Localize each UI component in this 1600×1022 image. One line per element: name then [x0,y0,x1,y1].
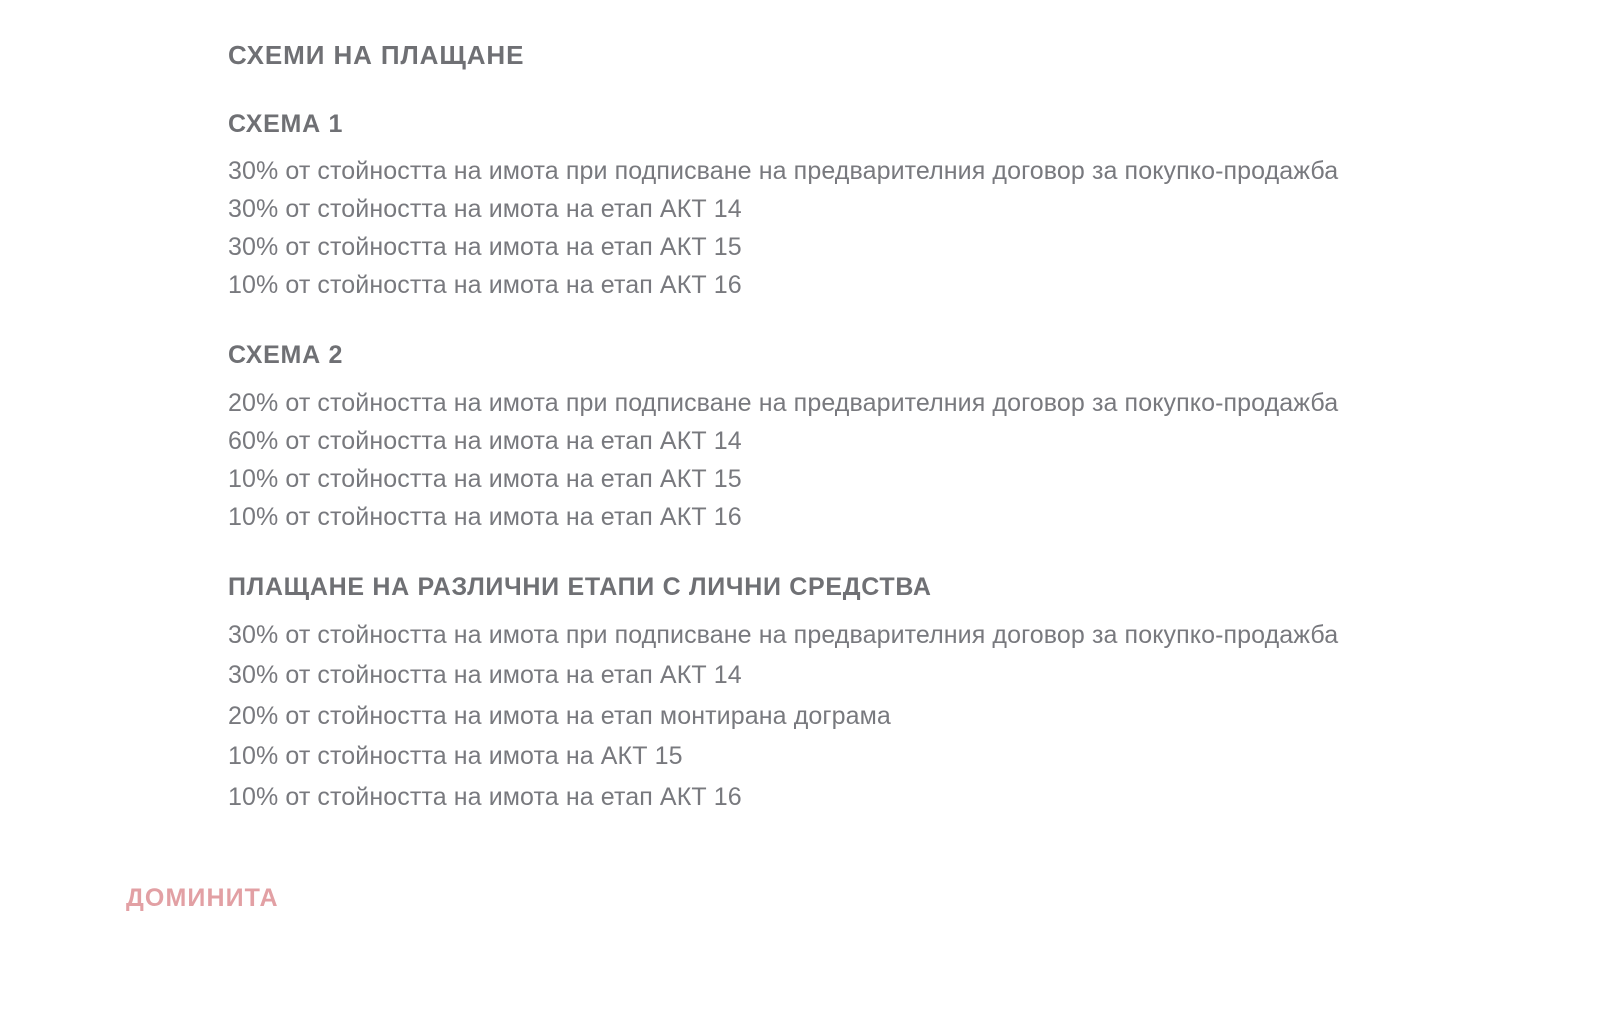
section-heading: ПЛАЩАНЕ НА РАЗЛИЧНИ ЕТАПИ С ЛИЧНИ СРЕДСТВА [228,572,932,601]
scheme-line: 10% от стойността на имота на АКТ 15 [228,742,683,771]
scheme-line: 30% от стойността на имота при подписване на предварителния договор за покупко-продажба [228,620,1339,649]
scheme-line: 10% от стойността на имота на етап АКТ 16 [228,502,742,531]
scheme-line: 10% от стойността на имота на етап АКТ 15 [228,464,742,493]
payment-scheme-section-2 [228,340,1548,535]
scheme-line: 60% от стойността на имота на етап АКТ 14 [228,426,742,455]
page-title: СХЕМИ НА ПЛАЩАНЕ [228,40,525,70]
scheme-line: 10% от стойността на имота на етап АКТ 16 [228,782,742,811]
scheme-line: 10% от стойността на имота на етап АКТ 16 [228,271,742,300]
scheme-line: 30% от стойността на имота при подписване на предварителния договор за покупко-продажба [228,157,1339,186]
scheme-line: 30% от стойността на имота на етап АКТ 15 [228,233,742,262]
payment-scheme-section-3 [228,572,1548,818]
document-body [228,40,1548,817]
scheme-line: 30% от стойността на имота на етап АКТ 14 [228,195,742,224]
scheme-line: 20% от стойността на имота при подписване на предварителния договор за покупко-продажба [228,388,1339,417]
scheme-line: 30% от стойността на имота на етап АКТ 14 [228,661,742,690]
brand-logo: ДОМИНИТА [126,884,279,912]
scheme-line: 20% от стойността на имота на етап монтирана дограма [228,701,891,730]
section-heading: СХЕМА 1 [228,110,344,139]
payment-scheme-section-1 [228,109,1548,304]
section-heading: СХЕМА 2 [228,341,344,370]
